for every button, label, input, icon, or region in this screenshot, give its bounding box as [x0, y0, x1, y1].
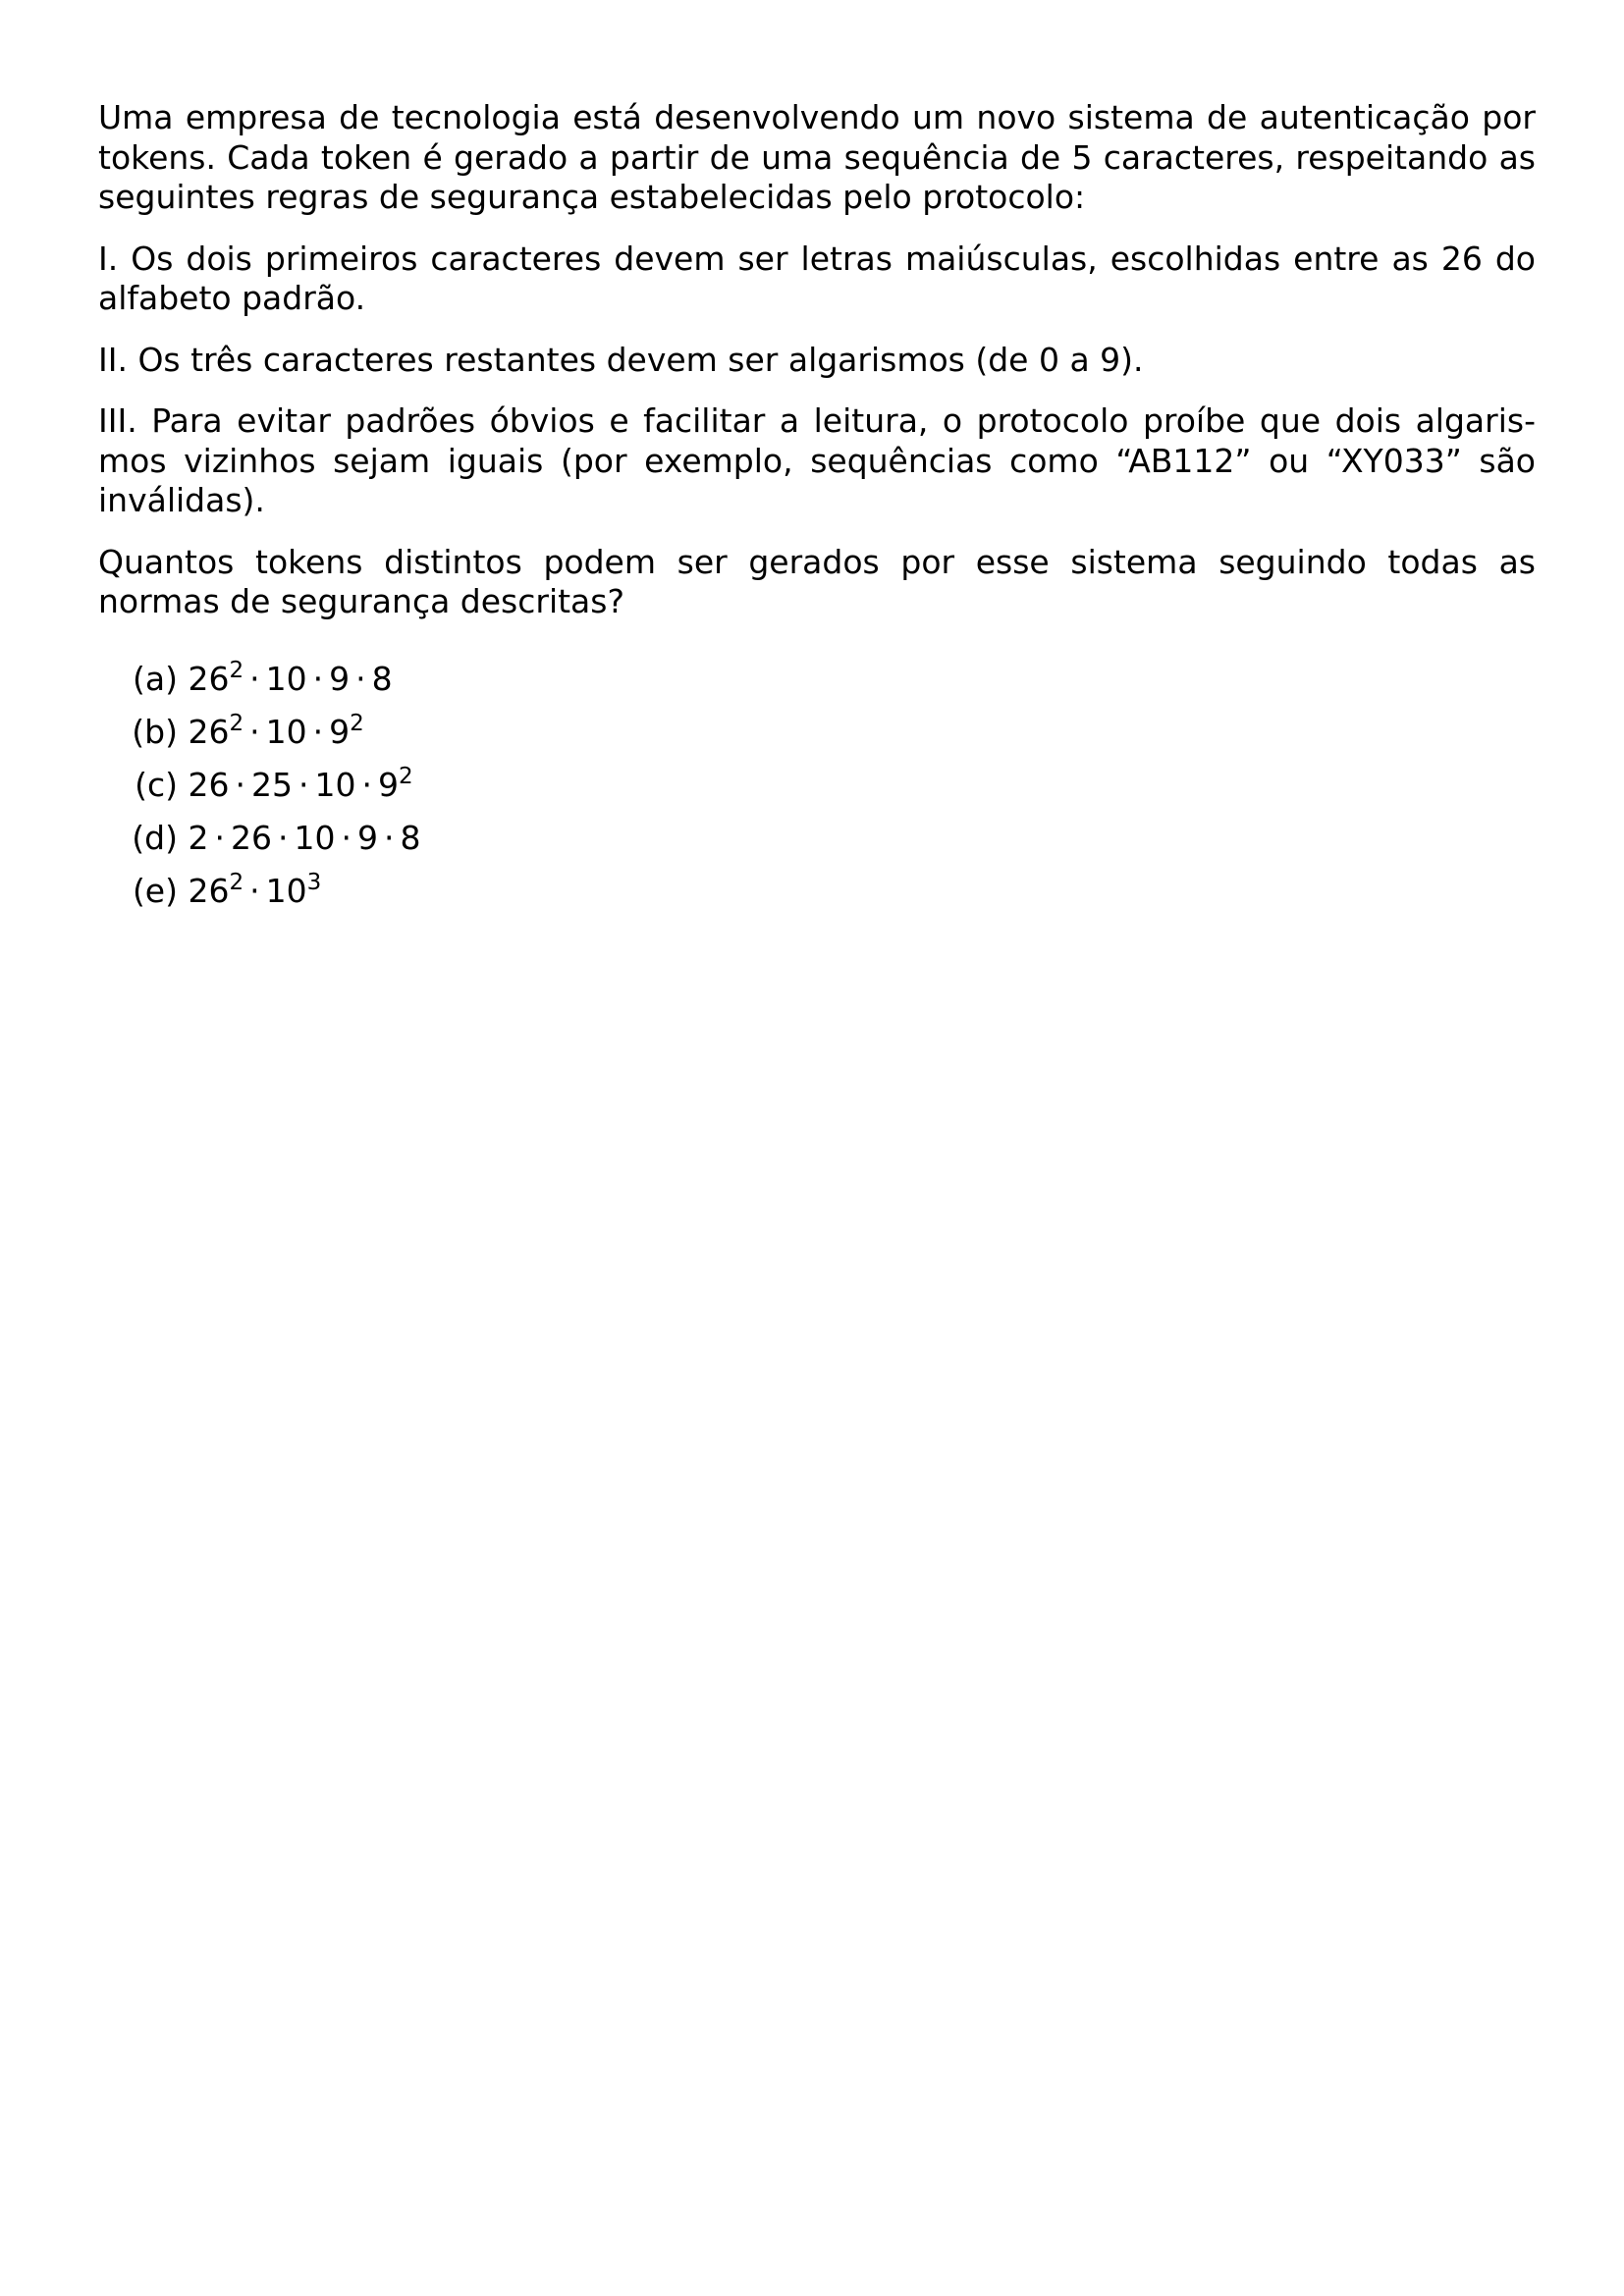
question-document — [98, 98, 1536, 925]
term-base: 9 — [329, 712, 351, 751]
term-base: 9 — [357, 818, 378, 857]
option-label: (a) — [133, 659, 178, 698]
answer-options — [98, 657, 1536, 911]
question-prompt: Quantos tokens distintos podem ser gerados por esse sistema seguindo todas as normas de segurança descritas? — [98, 542, 1536, 620]
term-exponent: 3 — [306, 869, 322, 895]
option-d — [119, 819, 1536, 858]
rule-3: III. Para evitar padrões óbvios e facilitar a leitura, o protocolo proíbe que dois algarismos vizinhos sejam iguais (por exemplo, sequências como “AB112” ou “XY033” são inválidas). — [98, 401, 1536, 519]
term-exponent: 2 — [229, 657, 244, 683]
term-base: 10 — [265, 871, 307, 910]
rule-2: II. Os três caracteres restantes devem ser algarismos (de 0 a 9). — [98, 340, 1144, 379]
term-base: 10 — [265, 659, 307, 698]
term-base: 26 — [188, 712, 230, 751]
term-base: 9 — [378, 765, 399, 804]
option-expression — [188, 657, 393, 699]
term-base: 25 — [251, 765, 293, 804]
multiplication-dot: · — [214, 818, 225, 857]
option-expression — [188, 710, 364, 752]
multiplication-dot: · — [341, 818, 352, 857]
multiplication-dot: · — [278, 818, 289, 857]
option-a — [119, 657, 1536, 699]
term-base: 8 — [371, 659, 393, 698]
term-exponent: 2 — [229, 710, 244, 736]
term-base: 26 — [188, 659, 230, 698]
multiplication-dot: · — [384, 818, 395, 857]
term-base: 9 — [329, 659, 351, 698]
term-base: 2 — [188, 818, 209, 857]
option-label: (c) — [135, 765, 178, 804]
multiplication-dot: · — [355, 659, 366, 698]
rule-1: I. Os dois primeiros caracteres devem ser letras maiúsculas, escolhidas entre as 26 do alfabeto padrão. — [98, 239, 1536, 317]
term-base: 26 — [188, 765, 230, 804]
option-c — [119, 763, 1536, 805]
option-expression — [188, 869, 322, 911]
term-exponent: 2 — [350, 710, 364, 736]
multiplication-dot: · — [312, 659, 324, 698]
option-label: (d) — [132, 818, 178, 857]
option-expression — [189, 819, 421, 858]
option-label: (b) — [132, 712, 178, 751]
multiplication-dot: · — [298, 765, 309, 804]
multiplication-dot: · — [235, 765, 245, 804]
term-base: 26 — [231, 818, 272, 857]
multiplication-dot: · — [249, 712, 260, 751]
term-base: 10 — [294, 818, 336, 857]
term-base: 26 — [188, 871, 230, 910]
term-base: 10 — [265, 712, 307, 751]
term-exponent: 2 — [229, 869, 244, 895]
option-e — [119, 869, 1536, 911]
term-exponent: 2 — [399, 763, 413, 789]
option-b — [119, 710, 1536, 752]
term-base: 8 — [400, 818, 421, 857]
multiplication-dot: · — [312, 712, 324, 751]
question-intro: Uma empresa de tecnologia está desenvolvendo um novo sistema de autenticação por tokens. Cada token é gerado a partir de uma sequência de 5 caracteres, respeitando as seguintes regras de segurança estabelecidas pelo protocolo: — [98, 98, 1536, 216]
term-base: 10 — [314, 765, 356, 804]
option-label: (e) — [132, 871, 178, 910]
multiplication-dot: · — [361, 765, 372, 804]
multiplication-dot: · — [249, 659, 260, 698]
multiplication-dot: · — [249, 871, 260, 910]
option-expression — [188, 763, 413, 805]
